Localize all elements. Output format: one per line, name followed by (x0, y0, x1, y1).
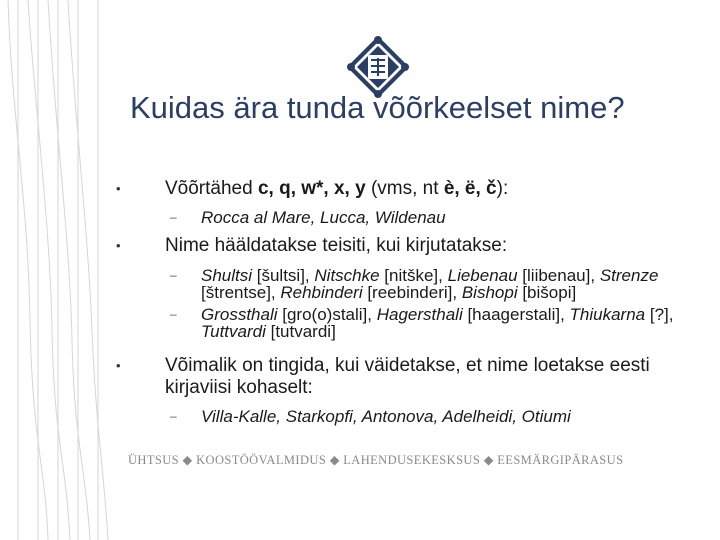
name-example: Shultsi (201, 266, 253, 285)
bullet-text: Nime hääldatakse teisiti, kui kirjutatakse: (165, 235, 508, 256)
subbullet-dash: – (170, 409, 177, 423)
name-example: Thiukarna (569, 305, 646, 324)
pronunciation: [bišopi] (517, 283, 577, 302)
subbullet-dash: – (170, 268, 177, 282)
subbullet-dash: – (170, 210, 177, 224)
bullet-list (110, 178, 710, 425)
name-example: Tuttvardi (201, 322, 266, 341)
subbullet-estonian-examples (110, 408, 710, 425)
bullet-examples: è, ë, č (443, 178, 497, 199)
pronunciation: [haagerstali], (462, 305, 570, 324)
name-example: Rehbinderi (280, 283, 363, 302)
pronunciation: [nitške], (379, 266, 448, 285)
subbullet-pronunciation-examples-2 (110, 306, 710, 340)
name-example: Bishopi (461, 283, 518, 302)
pronunciation: [tutvardi] (265, 322, 336, 341)
bullet-foreign-letters (110, 178, 710, 200)
pronunciation: [?], (645, 305, 674, 324)
name-example: Liebenau (447, 266, 518, 285)
bullet-text: Võõrtähed (165, 178, 258, 199)
name-example: Strenze (599, 266, 659, 285)
pronunciation: [reebinderi], (362, 283, 462, 302)
pronunciation: [gro(o)stali], (277, 305, 377, 324)
subbullet-text: Villa-Kalle, Starkopfi, Antonova, Adelheidi, Otiumi (201, 407, 571, 426)
name-example: Hagersthali (376, 305, 463, 324)
name-example: Grossthali (201, 305, 278, 324)
subbullet-place-names (110, 209, 710, 226)
bullet-estonian-spelling (110, 355, 710, 399)
pronunciation: [liibenau], (517, 266, 600, 285)
bullet-text: Võimalik on tingida, kui väidetakse, et nime loetakse eesti kirjaviisi kohaselt: (165, 355, 650, 398)
footer-values: ÜHTSUS ◆ KOOSTÖÖVALMIDUS ◆ LAHENDUSEKESKSUS ◆ EESMÄRGIPÄRASUS (128, 453, 624, 467)
bullet-dot: • (116, 238, 121, 253)
bullet-dot: • (116, 181, 121, 196)
bullet-pronunciation (110, 235, 710, 257)
bullet-text: (vms, nt (365, 178, 444, 199)
pronunciation: [štrentse], (201, 283, 281, 302)
decorative-vertical-lines (0, 0, 110, 540)
name-example: Nitschke (314, 266, 380, 285)
subbullet-pronunciation-examples-1 (110, 267, 710, 301)
slide-title: Kuidas ära tunda võõrkeelset nime? (130, 90, 625, 125)
pronunciation: [šultsi], (252, 266, 315, 285)
bullet-letters: c, q, w*, x, y (257, 178, 366, 199)
subbullet-text: Rocca al Mare, Lucca, Wildenau (201, 208, 446, 227)
subbullet-dash: – (170, 307, 177, 321)
bullet-dot: • (116, 358, 121, 373)
bullet-text: ): (496, 178, 509, 199)
